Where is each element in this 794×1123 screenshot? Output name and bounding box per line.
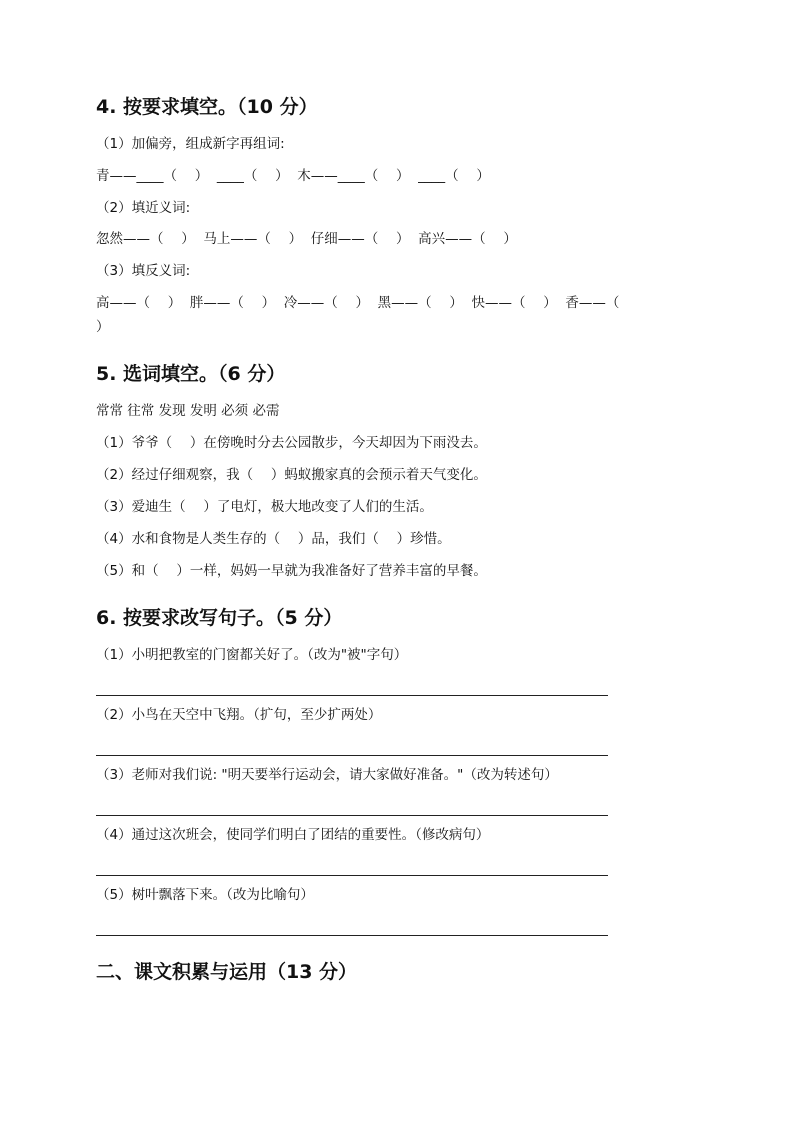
s5-item-5: （5）和（ ）一样，妈妈一早就为我准备好了营养丰富的早餐。	[96, 563, 487, 579]
section-4-heading: 4. 按要求填空。（10 分）	[96, 96, 318, 118]
s4-sub3-instruction: （3）填反义词:	[96, 263, 191, 279]
s6-item-2: （2）小鸟在天空中飞翔。（扩句，至少扩两处）	[96, 707, 382, 723]
s5-item-1: （1）爷爷（ ）在傍晚时分去公园散步，今天却因为下雨没去。	[96, 435, 487, 451]
part-2-heading: 二、课文积累与运用（13 分）	[96, 961, 358, 983]
s4-sub3-blanks-cont: ）	[96, 319, 110, 335]
s4-sub1-instruction: （1）加偏旁，组成新字再组词:	[96, 136, 285, 152]
s6-answer-line-1	[96, 695, 608, 696]
s4-sub3-blanks: 高——（ ） 胖——（ ） 冷——（ ） 黑——（ ） 快——（ ） 香——（	[96, 295, 620, 311]
section-6-heading: 6. 按要求改写句子。（5 分）	[96, 607, 343, 629]
s4-sub2-blanks: 忽然——（ ） 马上——（ ） 仔细——（ ） 高兴——（ ）	[96, 231, 517, 247]
s6-item-3: （3）老师对我们说: "明天要举行运动会，请大家做好准备。"（改为转述句）	[96, 767, 558, 783]
s5-item-4: （4）水和食物是人类生存的（ ）品，我们（ ）珍惜。	[96, 531, 451, 547]
s5-item-3: （3）爱迪生（ ）了电灯，极大地改变了人们的生活。	[96, 499, 433, 515]
s6-answer-line-2	[96, 755, 608, 756]
s5-item-2: （2）经过仔细观察，我（ ）蚂蚁搬家真的会预示着天气变化。	[96, 467, 487, 483]
s5-word-bank: 常常 往常 发现 发明 必须 必需	[96, 403, 280, 419]
s6-answer-line-4	[96, 875, 608, 876]
s6-answer-line-5	[96, 935, 608, 936]
s4-sub2-instruction: （2）填近义词:	[96, 200, 191, 216]
s6-item-1: （1）小明把教室的门窗都关好了。（改为"被"字句）	[96, 647, 408, 663]
s6-item-5: （5）树叶飘落下来。（改为比喻句）	[96, 887, 314, 903]
section-5-heading: 5. 选词填空。（6 分）	[96, 363, 286, 385]
s4-sub1-blanks: 青——____（ ） ____（ ） 木——____（ ） ____（ ）	[96, 168, 490, 184]
s6-answer-line-3	[96, 815, 608, 816]
s6-item-4: （4）通过这次班会，使同学们明白了团结的重要性。（修改病句）	[96, 827, 490, 843]
